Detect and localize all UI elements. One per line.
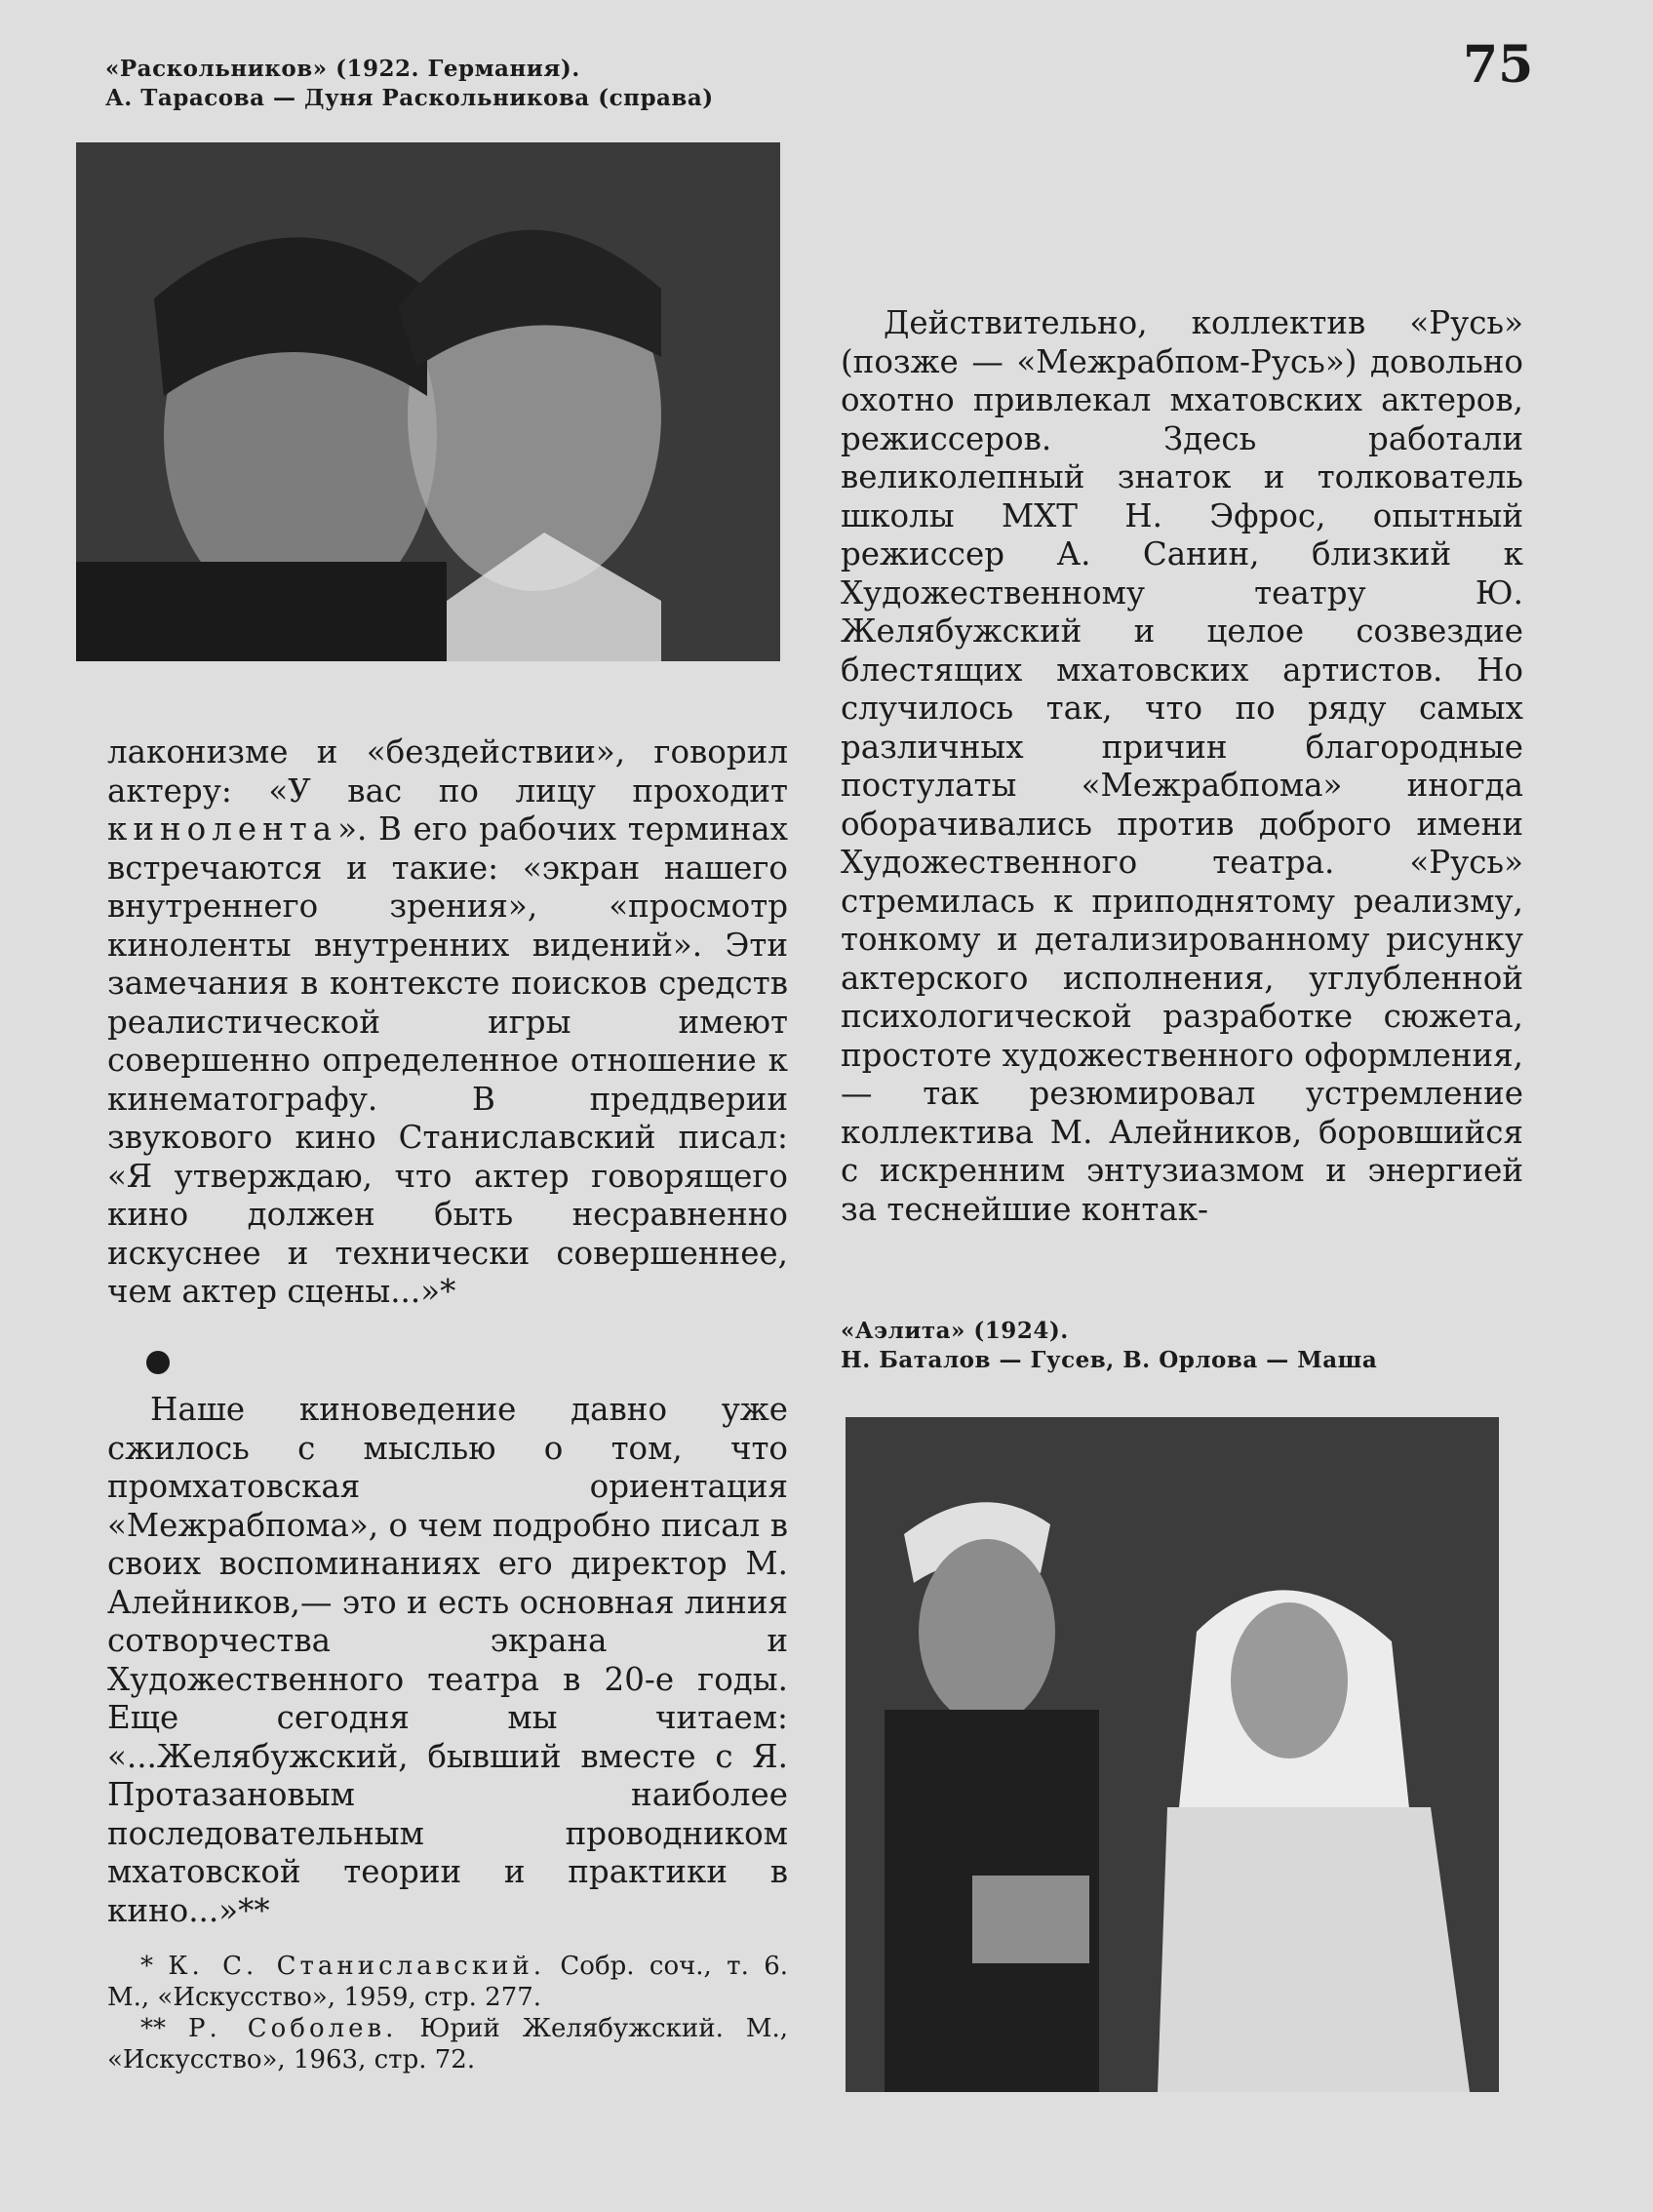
page-number: 75: [1463, 35, 1534, 95]
photo1-caption-title: «Раскольников» (1922. Германия).: [105, 56, 580, 82]
section-bullet: [146, 1351, 170, 1374]
footnote-1: [107, 1951, 788, 2013]
footnote-2-text: Юрий Желябужский. М., «Искусство», 1963, стр. 72.: [107, 2014, 789, 2074]
photo2-caption-credits: Н. Баталов — Гусев, В. Орлова — Маша: [841, 1347, 1378, 1373]
photo-aelita-image: [846, 1417, 1499, 2092]
footnote-2-mark: **: [140, 2014, 188, 2043]
left-column-paragraph-2: [107, 1391, 788, 1930]
right-p1-text: Действительно, коллектив «Русь» (позже — «Межрабпом-Русь») довольно охотно привлекал мхатовских актеров, режиссеров. Здесь работали великолепный знаток и толкователь школы МХТ Н. Эфрос, опытный режиссер А. Санин, близкий к Художественному театру Ю. Желябужский и целое созвездие блестящих мхатовских артистов. Но случилось так, что по ряду самых различных причин благородные постулаты «Межрабпома» иногда оборачивались против доброго имени Художественного театра. «Русь» стремилась к приподнятому реализму, тонкому и детализированному рисунку актерского исполнения, углубленной психологической разработке сюжета, простоте художественного оформления, — так резюмировал устремление коллектива М. Алейников, боровшийся с искренним энтузиазмом и энергией за теснейшие контак-: [841, 304, 1523, 1228]
right-column: [841, 304, 1523, 1229]
footnote-2: [107, 2013, 788, 2075]
left-column-paragraph-1: [107, 733, 788, 1312]
photo-aelita-still: [846, 1417, 1499, 2092]
photo2-caption-title: «Аэлита» (1924).: [841, 1318, 1069, 1344]
footnote-1-text: Собр. соч., т. 6. М., «Искусство», 1959, стр. 277.: [107, 1952, 789, 2012]
left-p1-spaced-word: кинолента: [107, 810, 338, 848]
photo2-caption: [841, 1317, 1543, 1375]
photo1-caption-credits: А. Тарасова — Дуня Раскольникова (справа): [105, 85, 714, 111]
photo1-caption: [105, 55, 807, 113]
left-p1-end: ». В его рабочих терминах встречаются и такие: «экран нашего внутреннего зрения», «просмотр киноленты внутренних видений». Эти замечания в контексте поисков средств реалистической игры имеют совершенно определенное отношение к кинематографу. В преддверии звукового кино Станиславский писал: «Я утверждаю, что актер говорящего кино должен быть несравненно искуснее и технически совершеннее, чем актер сцены...»*: [107, 810, 788, 1310]
left-p1-start: лаконизме и «бездействии», говорил актеру: «У вас по лицу проходит: [107, 733, 788, 810]
footnote-1-author: К. С. Станиславский.: [168, 1952, 546, 1981]
footnote-1-mark: *: [140, 1952, 169, 1981]
photo-raskolnikov-image: [76, 142, 780, 661]
footnotes: [107, 1951, 788, 2075]
footnote-2-author: Р. Соболев.: [188, 2014, 398, 2043]
photo-raskolnikov-still: [76, 142, 780, 661]
left-p2-text: Наше киноведение давно уже сжилось с мыслью о том, что промхатовская ориентация «Межрабпома», о чем подробно писал в своих воспоминаниях его директор М. Алейников,— это и есть основная линия сотворчества экрана и Художественного театра в 20-е годы. Еще сегодня мы читаем: «...Желябужский, бывший вместе с Я. Протазановым наиболее последовательным проводником мхатовской теории и практики в кино...»**: [107, 1391, 788, 1929]
